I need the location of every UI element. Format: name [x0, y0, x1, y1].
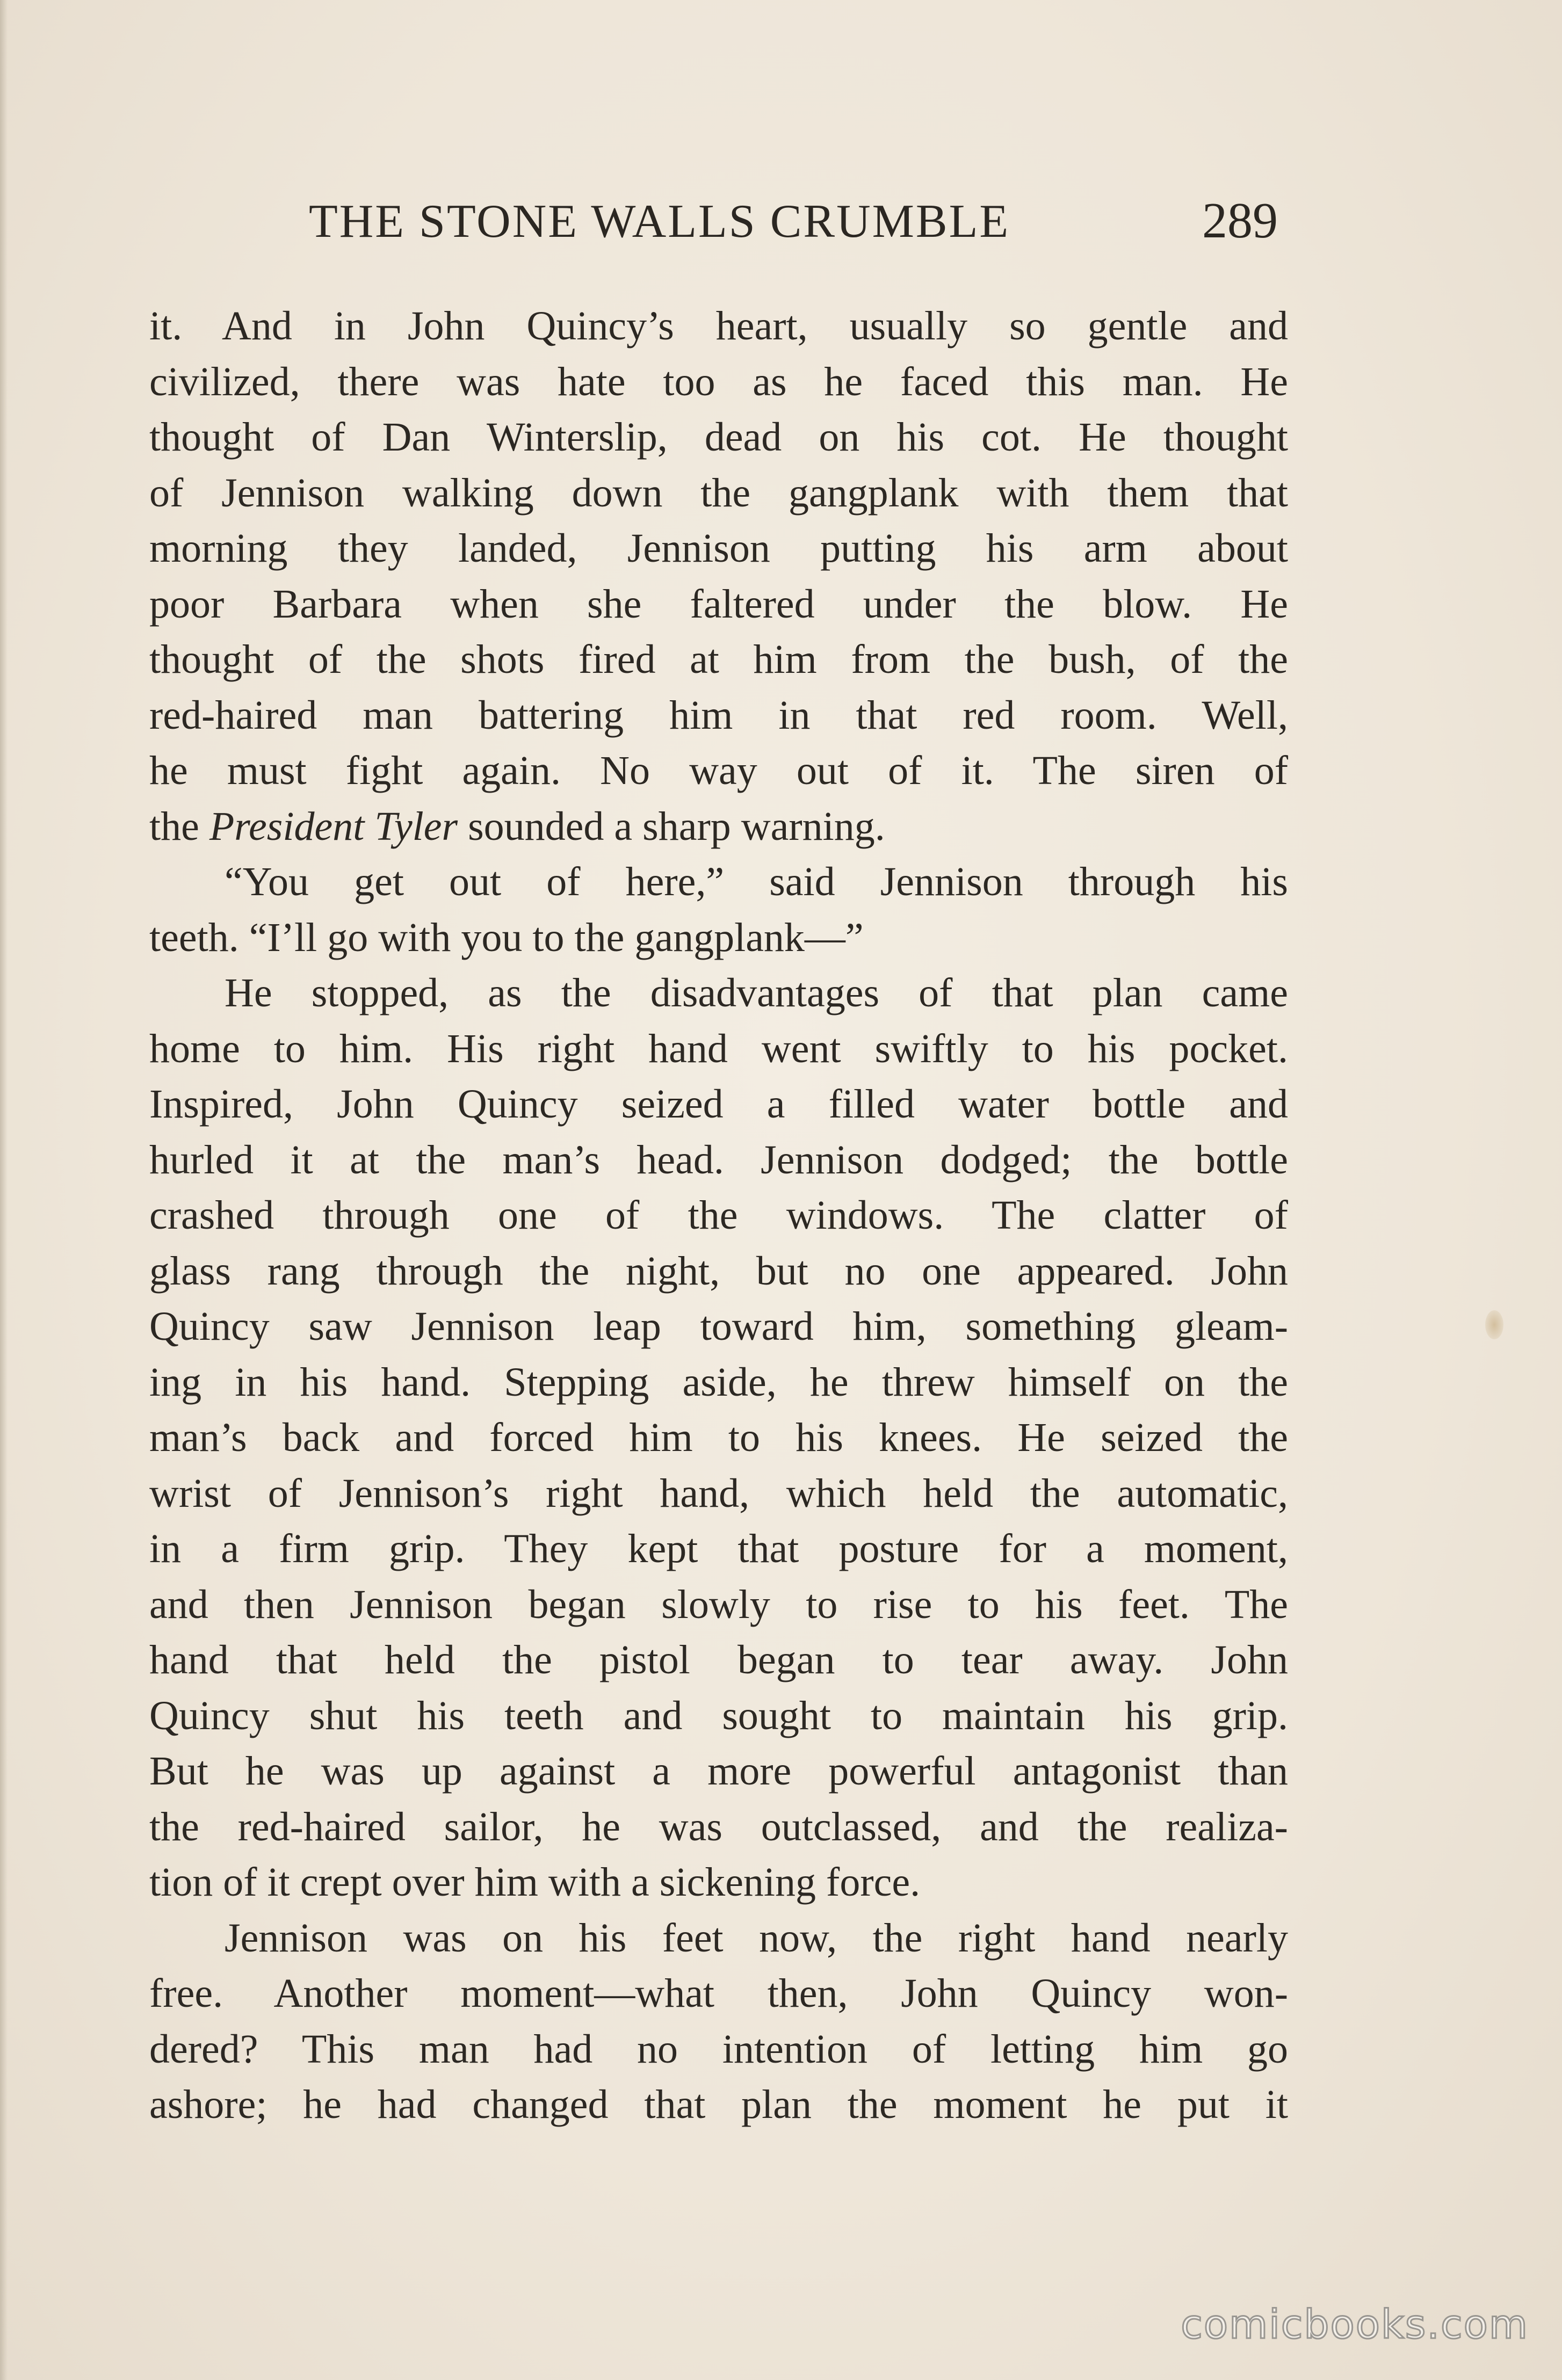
text-line: thought of the shots fired at him from the bush, of the	[149, 637, 1288, 682]
text-line: man’s back and forced him to his knees. He seized the	[149, 1415, 1288, 1460]
text-line	[149, 799, 1288, 855]
text-line: crashed through one of the windows. The clatter of	[149, 1193, 1288, 1238]
running-head-title: THE STONE WALLS CRUMBLE	[309, 195, 1010, 248]
ship-name-italic: President Tyler	[209, 803, 458, 849]
text-line: tion of it crept over him with a sickening force.	[149, 1860, 921, 1905]
text-line: Inspired, John Quincy seized a filled water bottle and	[149, 1082, 1288, 1127]
text-line: home to him. His right hand went swiftly to his pocket.	[149, 1026, 1288, 1071]
text-line: he must fight again. No way out of it. The siren of	[149, 748, 1288, 793]
text-line: thought of Dan Winterslip, dead on his cot. He thought	[149, 415, 1288, 460]
text-segment: the	[149, 803, 209, 849]
text-line: the red-haired sailor, he was outclassed, and the realiza-	[149, 1804, 1288, 1849]
text-line: poor Barbara when she faltered under the blow. He	[149, 581, 1288, 627]
text-line: ing in his hand. Stepping aside, he threw himself on the	[149, 1359, 1288, 1405]
text-line: of Jennison walking down the gangplank with them that	[149, 470, 1288, 516]
watermark-logo: comicbooks.com	[1181, 2302, 1529, 2348]
body-text	[149, 299, 1288, 2133]
text-line: hurled it at the man’s head. Jennison dodged; the bottle	[149, 1137, 1288, 1182]
paper-stain	[1485, 1310, 1503, 1339]
page-number: 289	[1202, 193, 1278, 249]
text-line: in a firm grip. They kept that posture for a moment,	[149, 1526, 1288, 1571]
text-line: dered? This man had no intention of letting him go	[149, 2026, 1288, 2072]
text-line: civilized, there was hate too as he faced this man. He	[149, 359, 1288, 404]
text-line: and then Jennison began slowly to rise to his feet. The	[149, 1581, 1288, 1627]
text-line: ashore; he had changed that plan the moment he put it	[149, 2082, 1288, 2127]
text-line: free. Another moment—what then, John Quincy won-	[149, 1971, 1288, 2016]
text-line: “You get out of here,” said Jennison through his	[225, 859, 1288, 904]
text-line: it. And in John Quincy’s heart, usually so gentle and	[149, 303, 1288, 349]
text-line: teeth. “I’ll go with you to the gangplank—”	[149, 915, 864, 960]
text-line: glass rang through the night, but no one appeared. John	[149, 1248, 1288, 1294]
text-line: wrist of Jennison’s right hand, which held the automatic,	[149, 1470, 1288, 1516]
page-edge-shadow	[0, 0, 8, 2380]
text-line: red-haired man battering him in that red room. Well,	[149, 692, 1288, 738]
text-line: Quincy saw Jennison leap toward him, something gleam-	[149, 1304, 1288, 1349]
text-line: morning they landed, Jennison putting his arm about	[149, 526, 1288, 571]
text-line: He stopped, as the disadvantages of that plan came	[225, 970, 1288, 1015]
text-line: Quincy shut his teeth and sought to maintain his grip.	[149, 1693, 1288, 1738]
text-line: hand that held the pistol began to tear away. John	[149, 1637, 1288, 1682]
text-segment: sounded a sharp warning.	[458, 803, 885, 849]
text-line: But he was up against a more powerful antagonist than	[149, 1748, 1288, 1794]
text-line: Jennison was on his feet now, the right hand nearly	[225, 1915, 1288, 1961]
